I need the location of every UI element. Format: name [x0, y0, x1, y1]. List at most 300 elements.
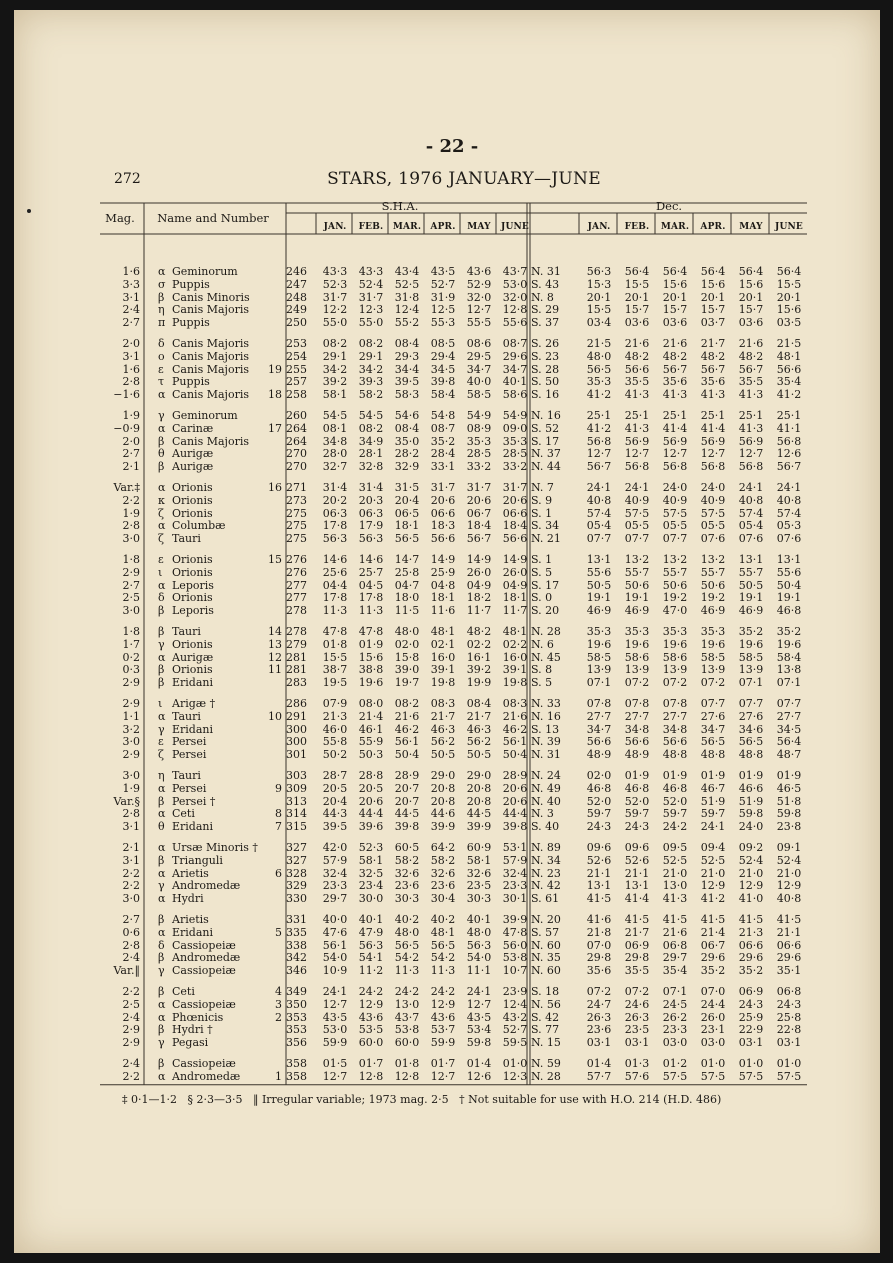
sha-mar: 20·4	[394, 493, 420, 507]
dec-feb: 13·2	[624, 553, 650, 566]
dec-mar: 41·3	[662, 388, 688, 402]
sha-apr: 08·7	[430, 421, 456, 435]
sha-may: 56·3	[466, 938, 492, 952]
star-name: Arietis	[172, 913, 209, 926]
sha-feb: 30·0	[358, 892, 384, 906]
dec-feb: 40·9	[624, 493, 650, 507]
dec-month-header: JAN.	[587, 222, 611, 232]
dec-june: 23·8	[776, 820, 802, 834]
dec-degrees: N. 40	[531, 794, 561, 808]
sha-degrees: 356	[286, 1036, 307, 1050]
sha-june: 14·9	[502, 553, 528, 566]
sha-mar: 39·0	[394, 663, 420, 677]
dec-jan: 07·7	[586, 532, 612, 546]
dec-jan: 35·6	[586, 964, 612, 978]
sha-degrees: 327	[286, 841, 307, 854]
sha-jan: 42·0	[322, 841, 348, 854]
sha-jan: 29·1	[322, 349, 348, 363]
sha-mar: 54·2	[394, 951, 420, 965]
star-name: Cassiopeiæ	[172, 997, 236, 1011]
sha-apr: 39·8	[430, 375, 456, 389]
sha-mar: 08·2	[394, 697, 420, 710]
dec-apr: 41·4	[700, 421, 726, 435]
dec-may: 56·7	[738, 362, 764, 376]
sha-degrees: 335	[286, 925, 307, 939]
greek: ζ	[158, 506, 164, 520]
sha-jan: 20·2	[322, 493, 348, 507]
star-number: 19	[268, 362, 282, 376]
dec-feb: 03·6	[624, 316, 650, 330]
dec-degrees: S. 28	[531, 362, 560, 376]
sha-apr: 33·1	[430, 460, 456, 474]
dec-degrees: N. 59	[531, 1057, 561, 1070]
sha-apr: 16·0	[430, 650, 456, 664]
dec-may: 50·5	[738, 578, 764, 592]
dec-mar: 07·8	[662, 697, 688, 710]
dec-mar: 03·0	[662, 1036, 688, 1050]
greek: α	[158, 650, 166, 664]
star-name: Ceti	[172, 985, 195, 998]
sha-may: 28·5	[466, 447, 492, 461]
sha-apr: 59·9	[430, 1036, 456, 1050]
sha-apr: 48·1	[430, 925, 456, 939]
sha-mar: 18·1	[394, 519, 420, 533]
sha-degrees: 246	[286, 265, 307, 278]
sha-feb: 58·2	[358, 388, 384, 402]
sha-june: 18·1	[502, 591, 528, 605]
sha-apr: 56·2	[430, 735, 456, 749]
greek: β	[158, 913, 165, 926]
dec-june: 41·5	[776, 913, 802, 926]
dec-jan: 07·8	[586, 697, 612, 710]
sha-feb: 08·0	[358, 697, 384, 710]
greek: α	[158, 781, 166, 795]
dec-degrees: N. 28	[531, 1069, 561, 1083]
sha-feb: 21·4	[358, 709, 384, 723]
dec-feb: 07·2	[624, 676, 650, 690]
greek: α	[158, 1069, 166, 1083]
dec-degrees: N. 33	[531, 697, 561, 710]
sha-june: 23·9	[502, 985, 528, 998]
mag: 2·2	[122, 879, 140, 893]
dec-june: 56·6	[776, 362, 802, 376]
dec-apr: 35·6	[700, 375, 726, 389]
sha-june: 10·7	[502, 964, 528, 978]
sha-june: 20·6	[502, 794, 528, 808]
sha-degrees: 358	[286, 1057, 307, 1070]
dec-feb: 41·4	[624, 892, 650, 906]
sha-jan: 17·8	[322, 519, 348, 533]
dec-june: 22·8	[776, 1023, 802, 1037]
star-name: Puppis	[172, 316, 210, 330]
sha-may: 30·3	[466, 892, 492, 906]
sha-june: 32·0	[502, 290, 528, 304]
dec-june: 57·5	[776, 1069, 802, 1083]
dec-mar: 19·6	[662, 637, 688, 651]
greek: β	[158, 434, 165, 448]
dec-may: 07·7	[738, 697, 764, 710]
dec-apr: 01·0	[700, 1057, 726, 1070]
sha-feb: 04·5	[358, 578, 384, 592]
dec-june: 40·8	[776, 892, 802, 906]
sha-degrees: 247	[286, 277, 307, 291]
sha-june: 12·8	[502, 303, 528, 317]
dec-feb: 13·9	[624, 663, 650, 677]
sha-may: 54·0	[466, 951, 492, 965]
dec-apr: 41·2	[700, 892, 726, 906]
dec-apr: 41·3	[700, 388, 726, 402]
sha-feb: 54·1	[358, 951, 384, 965]
dec-degrees: S. 40	[531, 820, 560, 834]
sha-feb: 14·6	[358, 553, 384, 566]
dec-degrees: S. 17	[531, 578, 560, 592]
dec-jan: 56·8	[586, 434, 612, 448]
sha-feb: 25·7	[358, 565, 384, 579]
sha-degrees: 358	[286, 1069, 307, 1083]
dec-june: 56·8	[776, 434, 802, 448]
dec-may: 56·5	[738, 735, 764, 749]
greek: α	[158, 519, 166, 533]
greek: ζ	[158, 748, 164, 762]
sha-jan: 29·7	[322, 892, 348, 906]
sha-feb: 52·4	[358, 277, 384, 291]
dec-mar: 40·9	[662, 493, 688, 507]
sha-apr: 55·3	[430, 316, 456, 330]
dec-mar: 09·5	[662, 841, 688, 854]
star-name: Persei	[172, 735, 207, 749]
sha-mar: 48·0	[394, 625, 420, 638]
dec-degrees: N. 7	[531, 481, 554, 494]
star-name: Andromedæ	[172, 951, 241, 965]
sha-may: 18·4	[466, 519, 492, 533]
dec-june: 56·7	[776, 460, 802, 474]
dec-degrees: N. 6	[531, 637, 554, 651]
sha-may: 18·2	[466, 591, 492, 605]
dec-jan: 21·5	[586, 337, 612, 350]
sha-june: 11·7	[502, 604, 528, 618]
sha-may: 59·8	[466, 1036, 492, 1050]
dec-jan: 55·6	[586, 565, 612, 579]
dec-feb: 23·5	[624, 1023, 650, 1037]
dec-may: 21·3	[738, 925, 764, 939]
star-name: Carinæ	[172, 421, 214, 435]
sha-degrees: 286	[286, 697, 307, 710]
dec-feb: 07·7	[624, 532, 650, 546]
sha-degrees: 281	[286, 650, 307, 664]
dec-feb: 21·1	[624, 866, 650, 880]
sha-degrees: 270	[286, 447, 307, 461]
sha-degrees: 248	[286, 290, 307, 304]
dec-apr: 56·8	[700, 460, 726, 474]
dec-may: 06·6	[738, 938, 764, 952]
sha-apr: 54·8	[430, 409, 456, 422]
sha-jan: 44·3	[322, 807, 348, 821]
dec-mar: 41·3	[662, 892, 688, 906]
sha-mar: 31·5	[394, 481, 420, 494]
dec-apr: 57·5	[700, 506, 726, 520]
dec-may: 56·4	[738, 265, 764, 278]
dec-june: 41·2	[776, 388, 802, 402]
star-name: Aurigæ	[172, 447, 214, 461]
dec-jan: 23·6	[586, 1023, 612, 1037]
dec-month-header: FEB.	[624, 222, 650, 232]
sha-jan: 50·2	[322, 748, 348, 762]
dec-june: 13·8	[776, 663, 802, 677]
dec-apr: 19·2	[700, 591, 726, 605]
star-name: Canis Majoris	[172, 434, 249, 448]
sha-june: 04·9	[502, 578, 528, 592]
sha-apr: 02·1	[430, 637, 456, 651]
sha-degrees: 353	[286, 1023, 307, 1037]
dec-mar: 48·2	[662, 349, 688, 363]
dec-apr: 15·6	[700, 277, 726, 291]
dec-feb: 55·7	[624, 565, 650, 579]
greek: δ	[158, 337, 165, 350]
mag: 2·2	[122, 985, 140, 998]
sha-apr: 53·7	[430, 1023, 456, 1037]
dec-jan: 26·3	[586, 1010, 612, 1024]
dec-degrees: S. 34	[531, 519, 560, 533]
dec-june: 03·5	[776, 316, 802, 330]
sha-jan: 19·5	[322, 676, 348, 690]
star-name: Cassiopeiæ	[172, 1057, 236, 1070]
dec-apr: 13·2	[700, 553, 726, 566]
sha-jan: 55·0	[322, 316, 348, 330]
dec-feb: 59·7	[624, 807, 650, 821]
dec-degrees: S. 8	[531, 663, 553, 677]
sha-degrees: 276	[286, 565, 307, 579]
dec-mar: 57·5	[662, 1069, 688, 1083]
sha-may: 50·5	[466, 748, 492, 762]
dec-degrees: S. 0	[531, 591, 553, 605]
dec-jan: 35·3	[586, 375, 612, 389]
dec-apr: 48·8	[700, 748, 726, 762]
sha-feb: 28·1	[358, 447, 384, 461]
star-name: Orionis	[172, 591, 213, 605]
greek: γ	[158, 722, 165, 736]
dec-apr: 05·5	[700, 519, 726, 533]
sha-apr: 12·5	[430, 303, 456, 317]
dec-month-header: MAY	[739, 222, 763, 232]
sha-mar: 44·5	[394, 807, 420, 821]
sha-may: 34·7	[466, 362, 492, 376]
dec-may: 34·6	[738, 722, 764, 736]
sha-june: 08·3	[502, 697, 528, 710]
sha-mar: 34·4	[394, 362, 420, 376]
dec-feb: 46·9	[624, 604, 650, 618]
sha-jan: 14·6	[322, 553, 348, 566]
dec-mar: 58·6	[662, 650, 688, 664]
sha-may: 55·5	[466, 316, 492, 330]
dec-feb: 07·2	[624, 985, 650, 998]
greek: η	[158, 303, 165, 317]
sha-may: 48·2	[466, 625, 492, 638]
star-number: 17	[268, 421, 282, 435]
greek: ζ	[158, 532, 164, 546]
greek: ι	[158, 697, 163, 710]
mag: 2·0	[122, 337, 140, 350]
sha-degrees: 277	[286, 591, 307, 605]
sha-degrees: 300	[286, 735, 307, 749]
star-name: Canis Minoris	[172, 290, 250, 304]
dec-jan: 21·8	[586, 925, 612, 939]
sha-jan: 31·4	[322, 481, 348, 494]
dec-jan: 48·0	[586, 349, 612, 363]
sha-mar: 54·6	[394, 409, 420, 422]
sha-month-header: MAR.	[392, 222, 422, 232]
sha-may: 58·1	[466, 853, 492, 867]
dec-degrees: S. 1	[531, 506, 553, 520]
sha-jan: 54·5	[322, 409, 348, 422]
footnote: ‡ 0·1—1·2 § 2·3—3·5 ‖ Irregular variable; 1973 mag. 2·5 † Not suitable for use with H.O. 214 (H.D. 486)	[122, 1092, 722, 1106]
dec-apr: 50·6	[700, 578, 726, 592]
dec-jan: 41·2	[586, 421, 612, 435]
dec-june: 41·1	[776, 421, 802, 435]
dec-month-header: MAR.	[660, 222, 690, 232]
sha-mar: 60·5	[394, 841, 420, 854]
sha-june: 33·2	[502, 460, 528, 474]
sha-feb: 43·6	[358, 1010, 384, 1024]
dec-feb: 56·6	[624, 362, 650, 376]
dec-apr: 01·9	[700, 769, 726, 782]
sha-month-header: JUNE	[501, 222, 529, 232]
dec-mar: 24·5	[662, 997, 688, 1011]
sha-may: 52·9	[466, 277, 492, 291]
greek: α	[158, 866, 166, 880]
greek: β	[158, 794, 165, 808]
sha-feb: 12·9	[358, 997, 384, 1011]
star-name: Arigæ †	[172, 697, 216, 710]
sha-mar: 02·0	[394, 637, 420, 651]
mag: 1·9	[122, 506, 140, 520]
almanac-page	[14, 10, 880, 1253]
greek: ο	[158, 349, 165, 363]
sha-jan: 20·5	[322, 781, 348, 795]
sha-feb: 32·5	[358, 866, 384, 880]
sha-apr: 50·5	[430, 748, 456, 762]
sha-apr: 56·5	[430, 938, 456, 952]
sha-mar: 08·4	[394, 337, 420, 350]
mag: Var.‖	[113, 964, 140, 978]
greek: κ	[158, 493, 165, 507]
dec-degrees: S. 61	[531, 892, 560, 906]
sha-may: 33·2	[466, 460, 492, 474]
star-name: Persei	[172, 748, 207, 762]
dec-degrees: N. 35	[531, 951, 561, 965]
sha-jan: 53·0	[322, 1023, 348, 1037]
dec-degrees: N. 31	[531, 748, 561, 762]
sha-june: 53·8	[502, 951, 528, 965]
sha-feb: 17·9	[358, 519, 384, 533]
sha-june: 35·3	[502, 434, 528, 448]
dec-june: 06·8	[776, 985, 802, 998]
dec-mar: 05·5	[662, 519, 688, 533]
sha-june: 08·7	[502, 337, 528, 350]
dec-jan: 50·5	[586, 578, 612, 592]
star-name: Eridani	[172, 925, 214, 939]
dec-degrees: N. 21	[531, 532, 561, 546]
star-number: 15	[268, 553, 282, 566]
star-name: Phœnicis	[172, 1010, 224, 1024]
mag: 2·8	[122, 519, 140, 533]
sha-apr: 31·7	[430, 481, 456, 494]
dec-mar: 03·6	[662, 316, 688, 330]
sha-degrees: 270	[286, 460, 307, 474]
dec-june: 24·3	[776, 997, 802, 1011]
sha-may: 53·4	[466, 1023, 492, 1037]
sha-feb: 19·6	[358, 676, 384, 690]
dec-feb: 05·5	[624, 519, 650, 533]
sha-jan: 04·4	[322, 578, 348, 592]
sha-mar: 39·5	[394, 375, 420, 389]
dec-degrees: S. 23	[531, 349, 560, 363]
dec-june: 01·9	[776, 769, 802, 782]
sha-june: 12·3	[502, 1069, 528, 1083]
sha-june: 32·4	[502, 866, 528, 880]
greek: α	[158, 841, 166, 854]
dec-june: 07·6	[776, 532, 802, 546]
dec-may: 56·8	[738, 460, 764, 474]
dec-month-header: APR.	[700, 222, 726, 232]
dec-apr: 21·0	[700, 866, 726, 880]
dec-mar: 50·6	[662, 578, 688, 592]
sha-june: 31·7	[502, 481, 528, 494]
sha-apr: 18·1	[430, 591, 456, 605]
sha-mar: 39·8	[394, 820, 420, 834]
dec-mar: 48·8	[662, 748, 688, 762]
dec-apr: 21·4	[700, 925, 726, 939]
sha-jan: 39·5	[322, 820, 348, 834]
dec-june: 46·5	[776, 781, 802, 795]
dec-jan: 57·7	[586, 1069, 612, 1083]
dec-degrees: S. 29	[531, 303, 560, 317]
dec-june: 35·4	[776, 375, 802, 389]
sha-may: 21·7	[466, 709, 492, 723]
sha-may: 46·3	[466, 722, 492, 736]
sha-jan: 28·0	[322, 447, 348, 461]
dec-may: 12·7	[738, 447, 764, 461]
sha-feb: 20·3	[358, 493, 384, 507]
sha-degrees: 330	[286, 892, 307, 906]
dec-apr: 26·0	[700, 1010, 726, 1024]
sha-mar: 20·7	[394, 794, 420, 808]
dec-degrees: N. 23	[531, 866, 561, 880]
star-name: Cassiopeiæ	[172, 938, 236, 952]
dec-june: 55·6	[776, 565, 802, 579]
dec-june: 58·4	[776, 650, 802, 664]
dec-degrees: S. 1	[531, 553, 553, 566]
sha-feb: 39·6	[358, 820, 384, 834]
sha-may: 19·9	[466, 676, 492, 690]
dec-jan: 05·4	[586, 519, 612, 533]
dec-june: 15·6	[776, 303, 802, 317]
sha-june: 19·8	[502, 676, 528, 690]
star-number: 11	[268, 663, 282, 677]
dec-june: 21·5	[776, 337, 802, 350]
sha-month-header: APR.	[430, 222, 456, 232]
greek: π	[158, 316, 166, 330]
dec-jan: 52·6	[586, 853, 612, 867]
star-name: Ceti	[172, 807, 195, 821]
dec-may: 07·6	[738, 532, 764, 546]
dec-june: 07·1	[776, 676, 802, 690]
dec-feb: 35·5	[624, 964, 650, 978]
star-name: Tauri	[172, 532, 201, 546]
greek: η	[158, 769, 165, 782]
dec-jan: 57·4	[586, 506, 612, 520]
sha-mar: 52·5	[394, 277, 420, 291]
dec-degrees: N. 16	[531, 409, 561, 422]
